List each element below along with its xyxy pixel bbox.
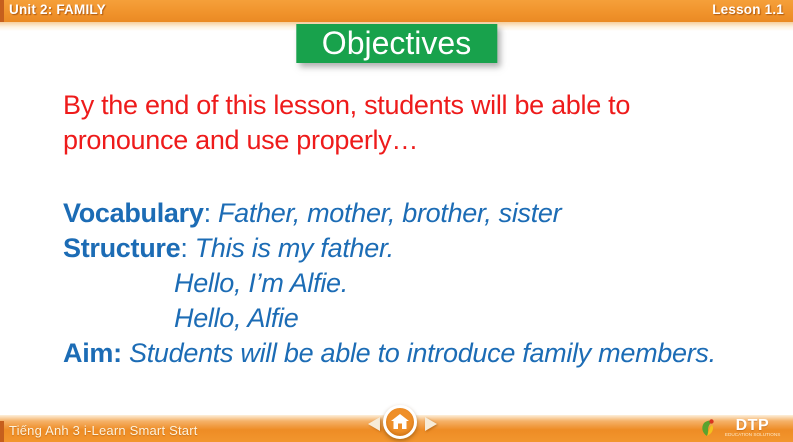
vocabulary-value: Father, mother, brother, sister	[217, 198, 562, 228]
vocabulary-line	[63, 196, 716, 231]
top-bar	[0, 0, 793, 22]
objective-intro	[63, 88, 630, 158]
dtp-logo	[699, 418, 788, 439]
prev-arrow-icon[interactable]	[368, 417, 380, 431]
structure-separator: :	[180, 233, 195, 263]
aim-label: Aim:	[63, 338, 122, 368]
home-button[interactable]	[383, 405, 417, 439]
structure-line	[63, 231, 716, 266]
structure-value: This is my father.	[194, 233, 394, 263]
dtp-logo-text: DTP	[735, 417, 770, 434]
structure-label: Structure	[63, 233, 181, 263]
vocabulary-separator: :	[203, 198, 218, 228]
lesson-points	[63, 196, 716, 371]
structure-example-1: Hello, I’m Alfie.	[174, 268, 348, 298]
unit-label: Unit 2: FAMILY	[9, 2, 106, 17]
dtp-logo-tagline: EDUCATION SOLUTIONS	[724, 433, 781, 438]
intro-line-1: By the end of this lesson, students will be able to	[63, 90, 631, 120]
book-title: Tiếng Anh 3 i-Learn Smart Start	[9, 423, 198, 438]
structure-example-2: Hello, Alfie	[174, 303, 299, 333]
lesson-label: Lesson 1.1	[712, 2, 784, 17]
vocabulary-label: Vocabulary	[63, 198, 204, 228]
aim-value: Students will be able to introduce family members.	[129, 338, 716, 368]
intro-line-2: pronounce and use properly…	[63, 125, 419, 155]
dtp-logo-icon	[699, 418, 715, 438]
next-arrow-icon[interactable]	[425, 417, 437, 431]
aim-separator	[122, 338, 129, 368]
dtp-text-block	[717, 418, 788, 439]
home-icon	[391, 414, 409, 430]
aim-line	[63, 336, 716, 371]
objectives-banner: Objectives	[296, 24, 497, 63]
